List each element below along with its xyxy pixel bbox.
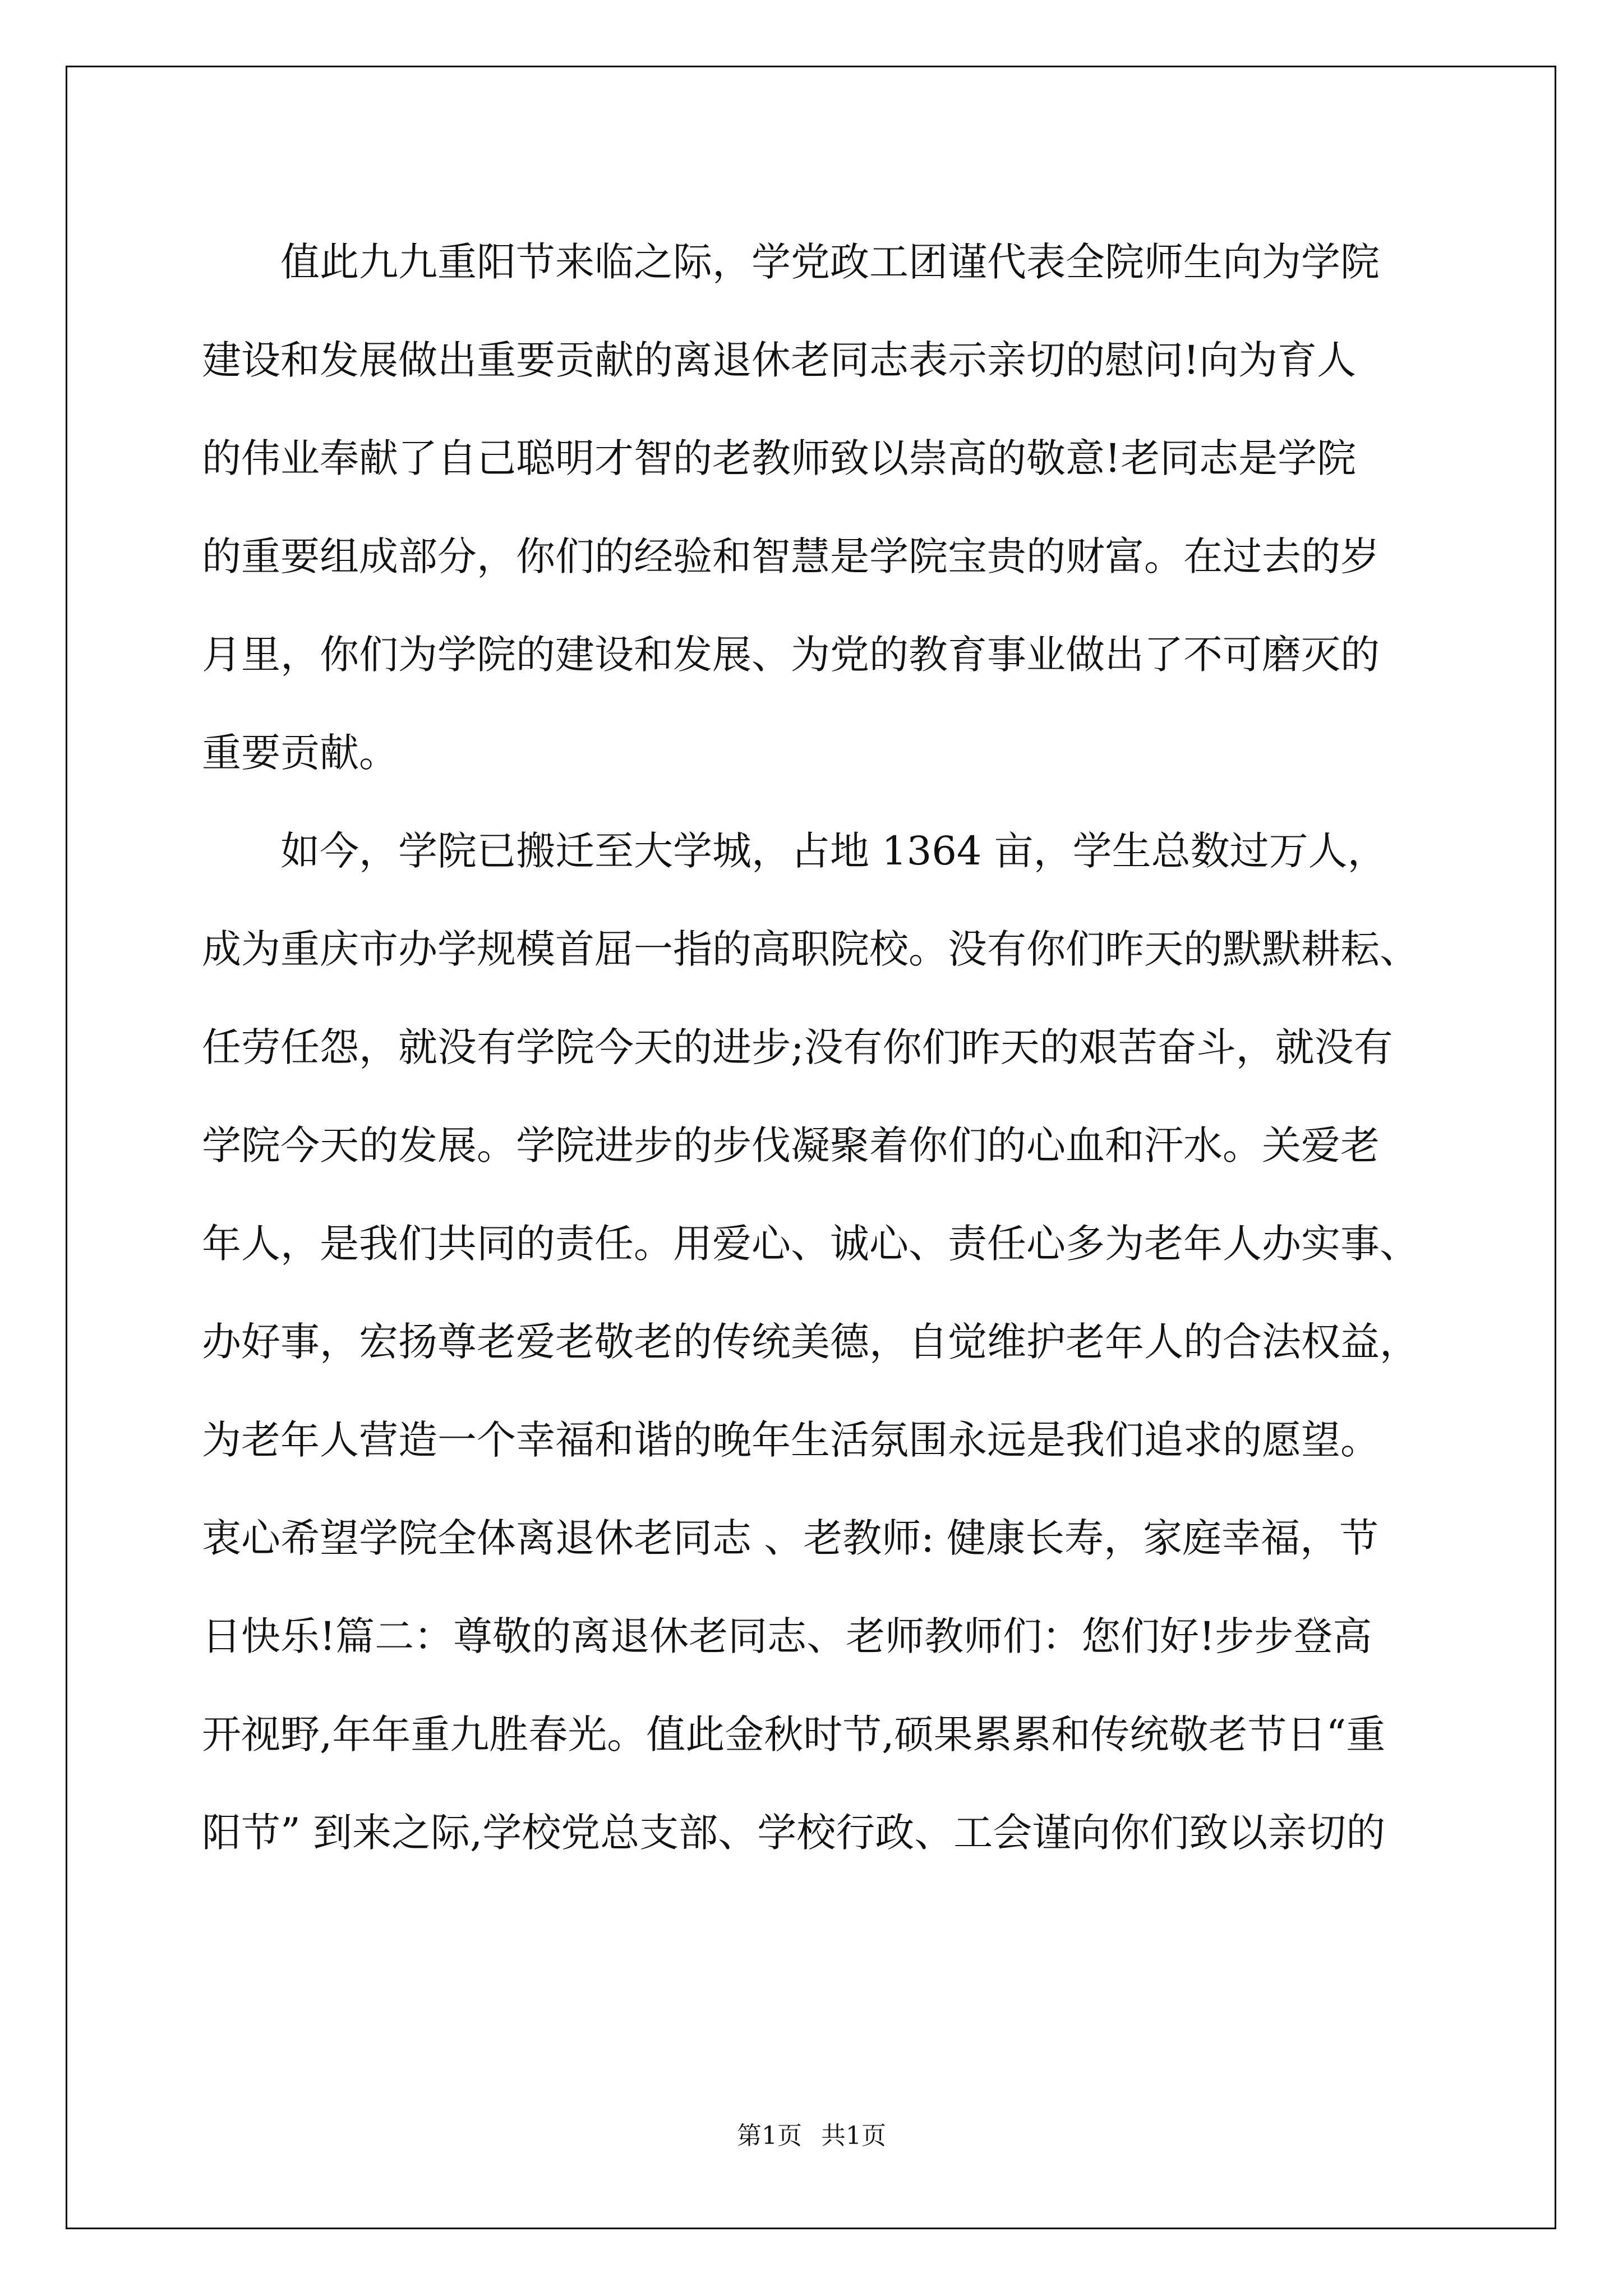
document-body bbox=[202, 213, 1429, 1882]
page-number: 第1页 bbox=[737, 2122, 802, 2150]
text-line: 学院今天的发展。学院进步的步伐凝聚着你们的心血和汗水。关爱老 bbox=[202, 1122, 1380, 1168]
text-line: 月里，你们为学院的建设和发展、为党的教育事业做出了不可磨灭的 bbox=[202, 632, 1380, 678]
text-line: 如今，学院已搬迁至大学城，占地 1364 亩，学生总数过万人， bbox=[202, 828, 1387, 874]
text-line: 的伟业奉献了自己聪明才智的老教师致以崇高的敬意!老同志是学院 bbox=[202, 435, 1357, 481]
text-line: 的重要组成部分，你们的经验和智慧是学院宝贵的财富。在过去的岁 bbox=[202, 533, 1380, 579]
text-line: 重要贡献。 bbox=[202, 730, 398, 776]
text-line: 值此九九重阳节来临之际，学党政工团谨代表全院师生向为学院 bbox=[202, 239, 1380, 285]
text-line: 建设和发展做出重要贡献的离退休老同志表示亲切的慰问!向为育人 bbox=[202, 337, 1357, 383]
text-line: 开视野,年年重九胜春光。值此金秋时节,硕果累累和传统敬老节日“重 bbox=[202, 1711, 1386, 1757]
page-total: 共1页 bbox=[821, 2122, 886, 2150]
text-line: 阳节” 到来之际,学校党总支部、学校行政、工会谨向你们致以亲切的 bbox=[202, 1810, 1386, 1856]
text-line: 任劳任怨，就没有学院今天的进步;没有你们昨天的艰苦奋斗，就没有 bbox=[202, 1024, 1393, 1070]
text-line: 为老年人营造一个幸福和谐的晚年生活氛围永远是我们追求的愿望。 bbox=[202, 1417, 1380, 1463]
text-line: 成为重庆市办学规模首屈一指的高职院校。没有你们昨天的默默耕耘、 bbox=[202, 926, 1419, 972]
page-footer bbox=[0, 2119, 1623, 2153]
text-line: 年人，是我们共同的责任。用爱心、诚心、责任心多为老年人办实事、 bbox=[202, 1221, 1419, 1267]
text-line: 日快乐!篇二：尊敬的离退休老同志、老师教师们：您们好!步步登高 bbox=[202, 1613, 1372, 1659]
text-line: 办好事，宏扬尊老爱老敬老的传统美德，自觉维护老年人的合法权益， bbox=[202, 1319, 1419, 1365]
text-line: 衷心希望学院全体离退休老同志 、老教师: 健康长寿，家庭幸福，节 bbox=[202, 1515, 1379, 1561]
